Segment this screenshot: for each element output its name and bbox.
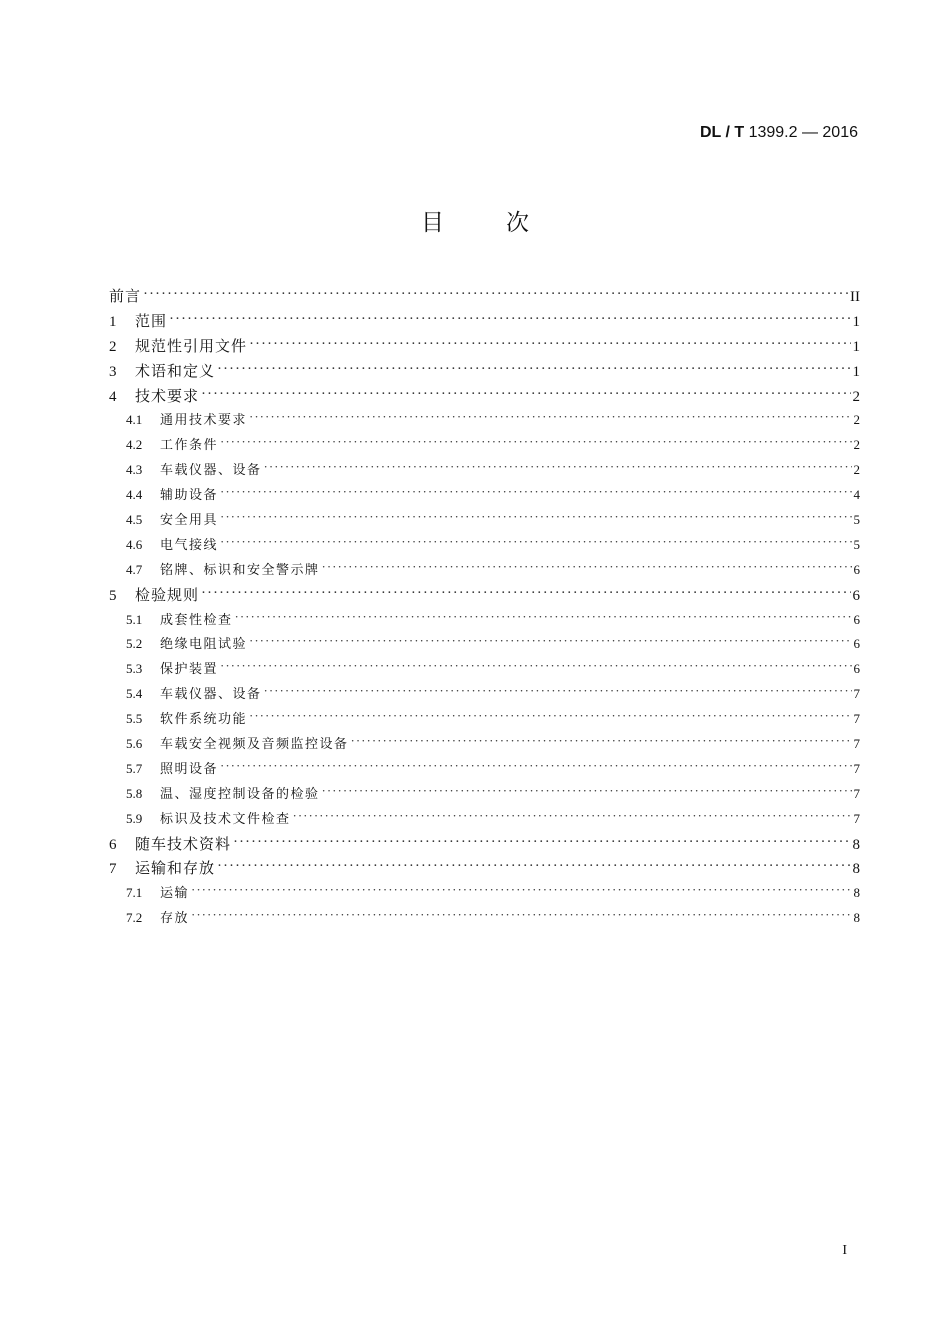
toc-entry-number: 5.7 (126, 760, 143, 776)
page-title (0, 204, 950, 237)
toc-entry-number: 4.3 (126, 462, 143, 478)
toc-dot-leader (322, 779, 852, 804)
toc-dot-leader (220, 530, 851, 555)
toc-entry-page: 5 (853, 512, 860, 528)
toc-entry-number: 2 (109, 338, 117, 355)
toc-entry-page: 2 (853, 462, 860, 478)
toc-dot-leader (264, 679, 852, 704)
toc-entry-label: 存放 (160, 911, 190, 927)
toc-entry-page: 1 (852, 338, 860, 355)
toc-entry-label: 安全用具 (160, 513, 219, 529)
toc-dot-leader (217, 357, 850, 382)
page-title-char-1: 目 (421, 210, 444, 236)
toc-entry-label: 车载安全视频及音频监控设备 (160, 737, 349, 753)
toc-entry-page: 7 (853, 760, 860, 776)
toc-dot-leader (249, 704, 851, 729)
toc-entry-label: 范围 (135, 311, 168, 330)
toc-entry-label: 绝缘电阻试验 (160, 637, 248, 653)
toc-entry-page: 6 (853, 611, 860, 627)
toc-entry-label: 技术要求 (135, 386, 200, 405)
toc-dot-leader (235, 605, 852, 630)
toc-entry-number: 7.1 (126, 885, 143, 901)
toc-entry-page: 2 (853, 412, 860, 428)
toc-entry-number: 4.1 (126, 412, 143, 428)
toc-entry-page: 6 (853, 561, 860, 577)
toc-dot-leader (220, 430, 851, 455)
toc-dot-leader (264, 455, 852, 480)
toc-entry[interactable] (109, 359, 860, 384)
toc-dot-leader (143, 282, 848, 307)
toc-entry-page: 7 (853, 686, 860, 702)
toc-entry-label: 前言 (109, 287, 142, 305)
toc-entry-number: 7 (109, 861, 117, 878)
toc-dot-leader (169, 307, 850, 332)
toc-entry-page: 8 (852, 861, 860, 878)
toc-entry-label: 车载仪器、设备 (160, 687, 262, 703)
toc-entry-label: 检验规则 (135, 585, 200, 604)
toc-entry-number: 3 (109, 363, 117, 380)
toc-entry-label: 术语和定义 (135, 361, 216, 380)
toc-entry-label: 车载仪器、设备 (160, 463, 262, 479)
toc-dot-leader (217, 854, 850, 879)
standard-code-number: 1399.2 — 2016 (744, 124, 858, 141)
toc-entry-number: 5 (109, 587, 117, 604)
toc-entry-label: 辅助设备 (160, 488, 219, 504)
toc-entry-page: 6 (853, 661, 860, 677)
toc-entry[interactable] (109, 284, 860, 309)
toc-entry-label: 成套性检查 (160, 612, 233, 628)
toc-entry-label: 工作条件 (160, 438, 219, 454)
toc-entry-page: 1 (852, 313, 860, 330)
toc-entry-label: 温、湿度控制设备的检验 (160, 786, 320, 802)
toc-entry-page: 6 (852, 587, 860, 604)
toc-entry[interactable] (109, 309, 860, 334)
toc-dot-leader (249, 332, 850, 357)
toc-entry-number: 5.8 (126, 785, 143, 801)
toc-entry[interactable] (109, 334, 860, 359)
toc-entry-number: 5.6 (126, 736, 143, 752)
toc-entry-page: 2 (852, 388, 860, 405)
toc-entry-page: 7 (853, 711, 860, 727)
toc-entry-number: 4.2 (126, 437, 143, 453)
toc-entry-page: 7 (853, 785, 860, 801)
toc-entry-label: 通用技术要求 (160, 413, 248, 429)
toc-entry-page: 4 (853, 487, 860, 503)
toc-entry-page: 8 (853, 910, 860, 926)
toc-entry-page: 1 (852, 363, 860, 380)
toc-entry-label: 规范性引用文件 (135, 336, 248, 355)
toc-dot-leader (220, 754, 851, 779)
toc-entry-label: 随车技术资料 (135, 834, 232, 853)
toc-entry-page: II (850, 289, 860, 305)
toc-dot-leader (249, 629, 851, 654)
toc-entry[interactable] (109, 807, 860, 832)
page-number: I (842, 1243, 847, 1258)
toc-dot-leader (191, 903, 851, 928)
toc-dot-leader (249, 405, 851, 430)
toc-entry-page: 8 (852, 836, 860, 853)
toc-entry-page: 7 (853, 810, 860, 826)
toc-dot-leader (293, 804, 852, 829)
standard-code (700, 124, 858, 142)
toc-entry-page: 2 (853, 437, 860, 453)
toc-entry[interactable] (109, 558, 860, 583)
toc-dot-leader (191, 878, 851, 903)
toc-dot-leader (220, 505, 851, 530)
toc-entry-number: 6 (109, 836, 117, 853)
toc-entry-number: 5.2 (126, 636, 143, 652)
toc-entry[interactable] (109, 832, 860, 857)
toc-entry-label: 照明设备 (160, 761, 219, 777)
standard-code-prefix: DL / T (699, 124, 745, 141)
toc-dot-leader (201, 382, 850, 407)
toc-dot-leader (233, 830, 850, 855)
toc-entry-label: 软件系统功能 (160, 712, 248, 728)
toc-entry[interactable] (109, 906, 860, 931)
table-of-contents (109, 284, 860, 931)
page-title-char-2: 次 (506, 210, 529, 236)
toc-dot-leader (220, 480, 851, 505)
toc-entry-number: 4.7 (126, 561, 143, 577)
toc-entry-page: 7 (853, 736, 860, 752)
toc-entry-page: 8 (853, 885, 860, 901)
toc-dot-leader (220, 654, 851, 679)
toc-entry-number: 4.5 (126, 512, 143, 528)
toc-entry-number: 4.6 (126, 536, 143, 552)
toc-dot-leader (351, 729, 852, 754)
toc-entry-label: 电气接线 (160, 537, 219, 553)
toc-entry-label: 铭牌、标识和安全警示牌 (160, 562, 320, 578)
toc-entry-label: 标识及技术文件检查 (160, 811, 291, 827)
toc-entry-number: 4 (109, 388, 117, 405)
toc-entry-page: 5 (853, 536, 860, 552)
toc-entry-number: 5.5 (126, 711, 143, 727)
toc-dot-leader (201, 581, 850, 606)
toc-dot-leader (322, 555, 852, 580)
toc-entry-number: 4.4 (126, 487, 143, 503)
toc-entry-number: 5.4 (126, 686, 143, 702)
toc-entry-number: 7.2 (126, 910, 143, 926)
toc-entry-label: 运输 (160, 886, 190, 902)
toc-entry-label: 运输和存放 (135, 859, 216, 878)
toc-entry-label: 保护装置 (160, 662, 219, 678)
toc-entry-number: 5.1 (126, 611, 143, 627)
toc-entry-number: 5.3 (126, 661, 143, 677)
toc-entry-number: 1 (109, 313, 117, 330)
toc-entry-number: 5.9 (126, 810, 143, 826)
toc-entry-page: 6 (853, 636, 860, 652)
